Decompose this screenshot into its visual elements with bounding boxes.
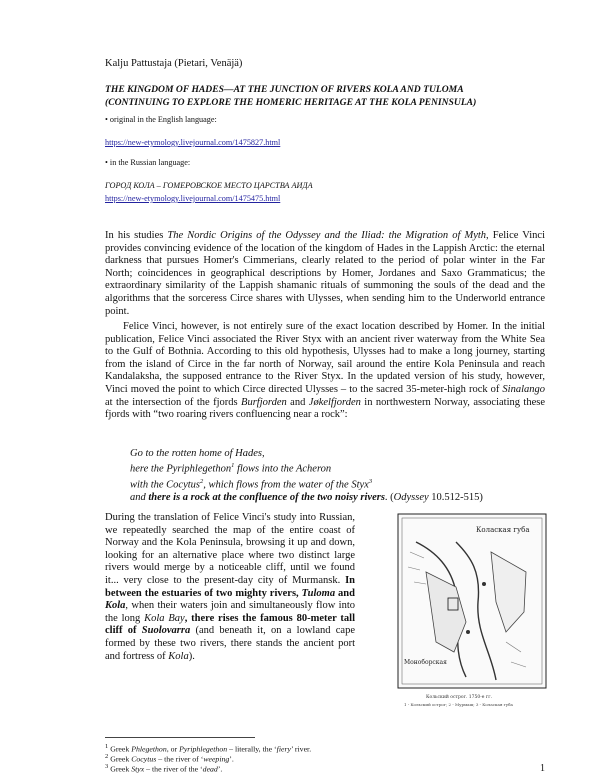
english-label: • original in the English language: bbox=[105, 115, 217, 124]
russian-label: • in the Russian language: bbox=[105, 158, 191, 167]
map-label-bay: Колаская губа bbox=[476, 526, 530, 534]
title-line-2: (CONTINUING TO EXPLORE THE HOMERIC HERITAGE AT THE KOLA PENINSULA) bbox=[105, 96, 477, 108]
quote-line-1: Go to the rotten home of Hades, bbox=[130, 448, 265, 459]
quote-line-3: with the Cocytus$^2$, which flows from the water of the Styx$^3$ bbox=[130, 478, 373, 491]
article-title bbox=[105, 84, 545, 109]
footnote-2: $^2$ Greek Cocytus – the river of ‘weeping’. bbox=[105, 753, 234, 764]
page-number: 1 bbox=[540, 763, 545, 774]
paragraph-2: Felice Vinci, however, is not entirely sure of the exact location described by Homer. In the initial publication, Felice Vinci associated the River Styx with an ancient river waterway from the White Sea to the Gulf of Bothnia. According to this old hypothesis, Ulysses had to make a long journey, starting from the island of Circe in the far north of Norway, sail around the entire Kola Peninsula and reach Kandalaksha, the supposed entrance to the River Styx. In the updated version of his study, however, Vinci moved the point to which Circe directed Ulysses – to the sacred 35-meter-high rock of Sinalango at the intersection of the fjords Burfjorden and Jøkelfjorden in northwestern Norway, associating these fjords with “two roaring rivers confluencing near a rock”: bbox=[105, 321, 546, 421]
map-caption-2: 1 - Кольский острог; 2 - Мурмаш; 3 - Колаская губа bbox=[404, 702, 513, 707]
map-drawing bbox=[396, 512, 548, 712]
map-caption-1: Кольский острог. 1750-е гг. bbox=[426, 695, 493, 700]
russian-link[interactable]: https://new-etymology.livejournal.com/1475475.html bbox=[105, 194, 281, 203]
quote-line-4: and there is a rock at the confluence of the two noisy rivers. (Odyssey 10.512-515) bbox=[130, 492, 483, 504]
footnote-3: $^3$ Greek Styx – the river of the ‘dead’. bbox=[105, 763, 223, 774]
map-label-left: Моноборская bbox=[404, 659, 447, 666]
footnote-1: $^1$ Greek Phlegethon, or Pyriphlegethon – literally, the ‘fiery’ river. bbox=[105, 743, 312, 754]
footnote-divider bbox=[105, 737, 255, 738]
russian-title: ГОРОД КОЛА – ГОМЕРОВСКОЕ МЕСТО ЦАРСТВА АИДА bbox=[105, 181, 313, 190]
historical-map-figure bbox=[396, 512, 548, 712]
english-link[interactable]: https://new-etymology.livejournal.com/1475827.html bbox=[105, 138, 281, 147]
paragraph-3: During the translation of Felice Vinci's study into Russian, we repeatedly searched the map of the entire coast of Norway and the Kola Peninsula, browsing it up and down, looking for an alternative place where two distinct large rivers would merge by a noticeable cliff, until we found it... very close to the present-day city of Murmansk. In between the estuaries of two mighty rivers, Tuloma and Kola, when their waters join and simultaneously flow into the long Kola Bay, there rises the famous 80-meter tall cliff of Suolovarra (and beneath it, on a lowland cape formed by these two rivers, there stands the ancient port and fortress of Kola). bbox=[105, 512, 355, 662]
quote-line-2: here the Pyriphlegethon$^1$ flows into the Acheron bbox=[130, 462, 332, 475]
title-line-1: THE KINGDOM OF HADES—AT THE JUNCTION OF RIVERS KOLA AND TULOMA bbox=[105, 84, 464, 95]
paragraph-1: In his studies The Nordic Origins of the Odyssey and the Iliad: the Migration of Myth, Felice Vinci provides convincing evidence of the location of the kingdom of Hades in the Lappish Arctic: the eternal darkness that pursues Homer's Cimmerians, clearly related to the period of polar winter in the Far North; coincidences in geographical descriptions by Homer, Jordanes and Saxo Grammaticus; the extraordinary similarity of the Lappish shamanic rituals of summoning the souls of the dead and the algorithms that the sorceress Circe shares with Ulysses, when sending him to the Underworld entrance point. bbox=[105, 230, 545, 317]
author-line: Kalju Pattustaja (Pietari, Venäjä) bbox=[105, 58, 243, 69]
homer-quote bbox=[130, 448, 550, 505]
